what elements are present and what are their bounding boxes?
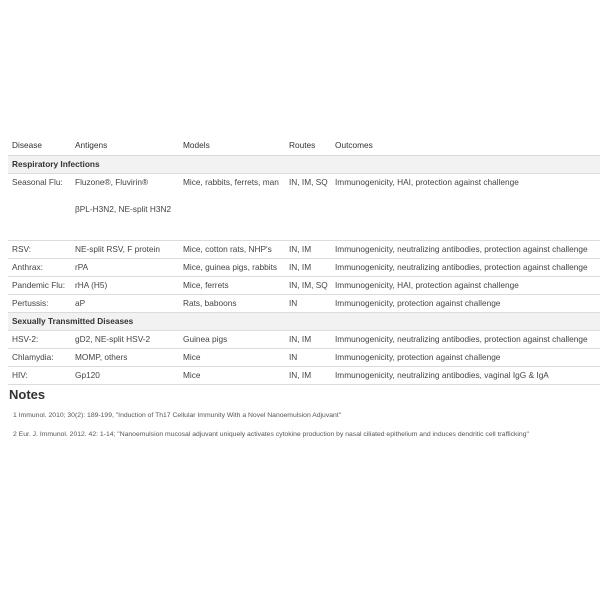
table-row: [8, 174, 600, 241]
header-disease: Disease: [12, 139, 42, 150]
cell-models: Guinea pigs: [179, 331, 285, 349]
cell-routes: IN, IM: [285, 241, 331, 259]
cell-antigens: aP: [71, 295, 179, 313]
header-antigens: Antigens: [75, 139, 108, 150]
cell-outcomes: Immunogenicity, neutralizing antibodies, vaginal IgG & IgA: [331, 367, 600, 385]
notes-section: [9, 387, 594, 449]
cell-disease: Pandemic Flu:: [8, 277, 71, 295]
cell-models: Mice, rabbits, ferrets, man: [179, 174, 285, 241]
cell-antigens: Gp120: [71, 367, 179, 385]
cell-models: Mice, ferrets: [179, 277, 285, 295]
antigen-secondary: βPL-H3N2, NE-split H3N2: [75, 204, 172, 214]
cell-routes: IN, IM, SQ: [285, 174, 331, 241]
table-row: [8, 331, 600, 349]
table-row: [8, 259, 600, 277]
cell-antigens: gD2, NE-split HSV-2: [71, 331, 179, 349]
cell-routes: IN: [285, 295, 331, 313]
cell-antigens: NE-split RSV, F protein: [71, 241, 179, 259]
cell-antigens: MOMP, others: [71, 349, 179, 367]
cell-outcomes: Immunogenicity, protection against challenge: [331, 295, 600, 313]
cell-outcomes: Immunogenicity, neutralizing antibodies, protection against challenge: [331, 259, 600, 277]
cell-outcomes: Immunogenicity, HAI, protection against challenge: [331, 174, 600, 241]
cell-models: Rats, baboons: [179, 295, 285, 313]
cell-antigens: rHA (H5): [71, 277, 179, 295]
table-row: [8, 277, 600, 295]
cell-disease: HSV-2:: [8, 331, 71, 349]
header-models: Models: [183, 139, 210, 150]
cell-outcomes: Immunogenicity, protection against challenge: [331, 349, 600, 367]
cell-disease: HIV:: [8, 367, 71, 385]
cell-routes: IN, IM: [285, 331, 331, 349]
cell-models: Mice: [179, 349, 285, 367]
cell-disease: Seasonal Flu:: [8, 174, 71, 241]
cell-outcomes: Immunogenicity, neutralizing antibodies, protection against challenge: [331, 241, 600, 259]
group-title: Sexually Transmitted Diseases: [8, 313, 600, 331]
cell-routes: IN, IM: [285, 367, 331, 385]
group-title: Respiratory Infections: [8, 156, 600, 174]
cell-routes: IN, IM: [285, 259, 331, 277]
note-item: 1 Immunol. 2010; 30(2): 189-199, "Induction of Th17 Cellular Immunity With a Novel Nanoemulsion Adjuvant": [13, 412, 342, 419]
cell-models: Mice: [179, 367, 285, 385]
table-row: [8, 367, 600, 385]
table-row: [8, 349, 600, 367]
cell-antigens: rPA: [71, 259, 179, 277]
vaccine-table: [8, 134, 600, 385]
vaccine-table-container: [8, 134, 600, 385]
cell-models: Mice, cotton rats, NHP's: [179, 241, 285, 259]
cell-routes: IN: [285, 349, 331, 367]
antigen-primary: Fluzone®, Fluvirin®: [75, 177, 149, 187]
cell-outcomes: Immunogenicity, HAI, protection against challenge: [331, 277, 600, 295]
group-row-respiratory: [8, 156, 600, 174]
cell-disease: Pertussis:: [8, 295, 71, 313]
table-row: [8, 295, 600, 313]
note-item: 2 Eur. J. Immunol. 2012. 42: 1-14; "Nanoemulsion mucosal adjuvant uniquely activates cytokine production by nasal ciliated epithelium and induces dendritic cell trafficking": [13, 431, 529, 438]
cell-disease: Chlamydia:: [8, 349, 71, 367]
cell-antigens: [71, 174, 179, 241]
notes-title: Notes: [9, 387, 46, 402]
group-row-std: [8, 313, 600, 331]
cell-models: Mice, guinea pigs, rabbits: [179, 259, 285, 277]
header-outcomes: Outcomes: [335, 139, 373, 150]
cell-disease: Anthrax:: [8, 259, 71, 277]
cell-outcomes: Immunogenicity, neutralizing antibodies, protection against challenge: [331, 331, 600, 349]
header-routes: Routes: [289, 139, 316, 150]
table-header-row: [8, 134, 600, 156]
table-row: [8, 241, 600, 259]
cell-disease: RSV:: [8, 241, 71, 259]
cell-routes: IN, IM, SQ: [285, 277, 331, 295]
